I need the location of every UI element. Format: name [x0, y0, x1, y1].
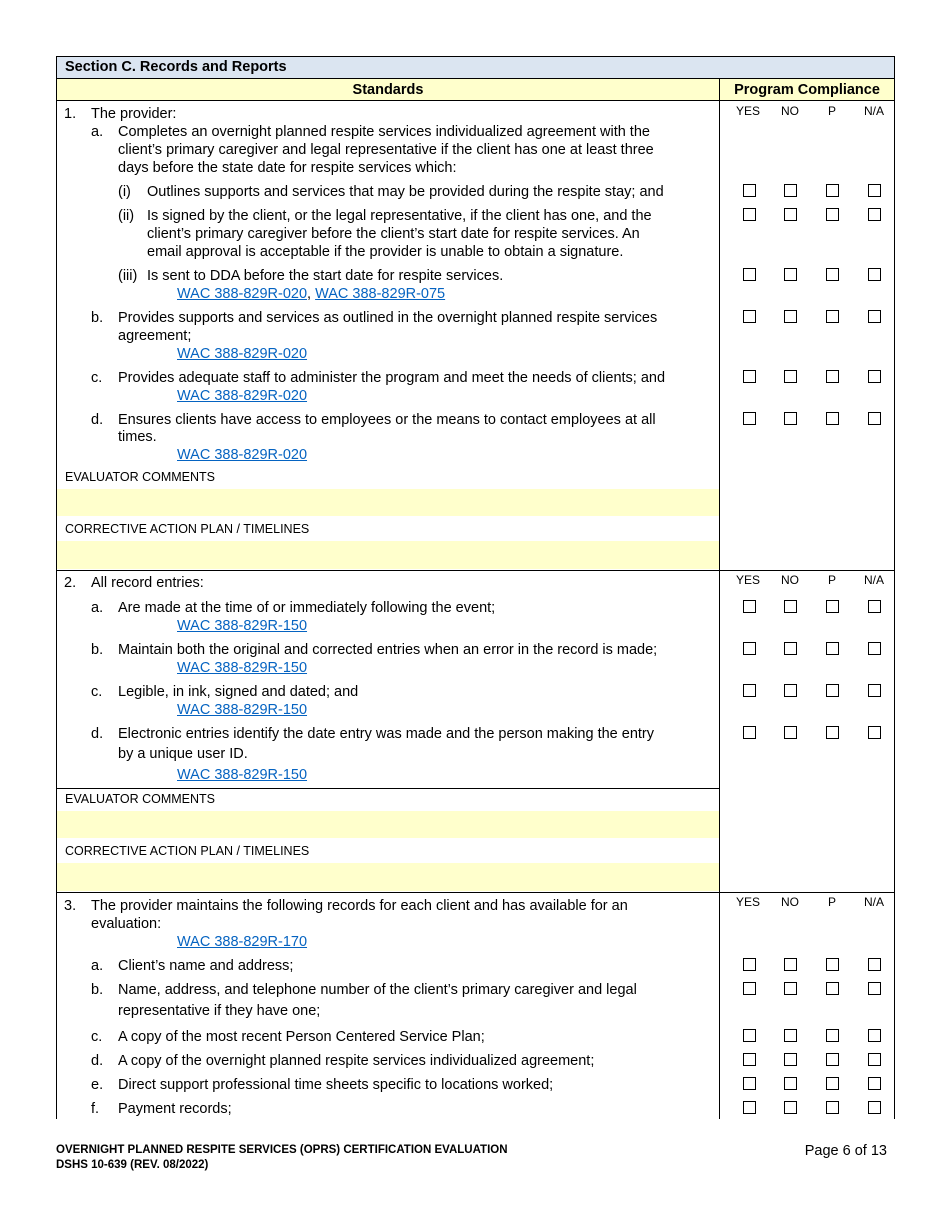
- checkbox-yes[interactable]: [743, 958, 756, 971]
- checkbox-p[interactable]: [826, 1077, 839, 1090]
- item-2d-text-line1: Electronic entries identify the date entry was made and the person making the entry: [118, 726, 654, 742]
- item-1b-label: b.: [91, 310, 104, 326]
- checkbox-yes[interactable]: [743, 370, 756, 383]
- checkbox-no[interactable]: [784, 726, 797, 739]
- checkbox-na[interactable]: [868, 982, 881, 995]
- checkbox-p[interactable]: [826, 310, 839, 323]
- item-1d-text-line2: times.: [118, 429, 157, 445]
- checkbox-p[interactable]: [826, 1029, 839, 1042]
- col-yes-header: YES: [735, 104, 760, 118]
- item-2a-label: a.: [91, 600, 104, 616]
- col-na-header: N/A: [863, 104, 884, 118]
- checkbox-yes[interactable]: [743, 726, 756, 739]
- wac-link[interactable]: WAC 388-829R-150: [177, 660, 308, 676]
- checkbox-na[interactable]: [868, 310, 881, 323]
- item-1a-iii-label: (iii): [118, 268, 138, 284]
- wac-link[interactable]: WAC 388-829R-170: [177, 934, 308, 950]
- wac-link[interactable]: WAC 388-829R-020: [177, 447, 308, 463]
- checkbox-yes[interactable]: [743, 684, 756, 697]
- item-3-text-line2: evaluation:: [91, 916, 162, 932]
- checkbox-na[interactable]: [868, 412, 881, 425]
- checkbox-p[interactable]: [826, 208, 839, 221]
- checkbox-yes[interactable]: [743, 982, 756, 995]
- checkbox-na[interactable]: [868, 1077, 881, 1090]
- corrective-action-field[interactable]: [57, 541, 719, 569]
- footer-title: OVERNIGHT PLANNED RESPITE SERVICES (OPRS) CERTIFICATION EVALUATION: [56, 1144, 508, 1156]
- item-3a-label: a.: [91, 958, 104, 974]
- wac-link[interactable]: WAC 388-829R-150: [177, 702, 308, 718]
- section-title: Section C. Records and Reports: [65, 59, 287, 75]
- checkbox-p[interactable]: [826, 1053, 839, 1066]
- item-2c-text-line1: Legible, in ink, signed and dated; and: [118, 684, 359, 700]
- item-3b-label: b.: [91, 982, 104, 998]
- checkbox-no[interactable]: [784, 1053, 797, 1066]
- checkbox-na[interactable]: [868, 1053, 881, 1066]
- checkbox-no[interactable]: [784, 1077, 797, 1090]
- checkbox-yes[interactable]: [743, 1101, 756, 1114]
- checkbox-na[interactable]: [868, 208, 881, 221]
- checkbox-na[interactable]: [868, 1101, 881, 1114]
- checkbox-p[interactable]: [826, 184, 839, 197]
- evaluator-comments-label: EVALUATOR COMMENTS: [65, 792, 216, 806]
- col-p-header: P: [827, 895, 836, 909]
- item-1a-iii-text: Is sent to DDA before the start date for respite services.: [147, 268, 504, 284]
- checkbox-p[interactable]: [826, 642, 839, 655]
- checkbox-yes[interactable]: [743, 1029, 756, 1042]
- checkbox-no[interactable]: [784, 600, 797, 613]
- item-3e-label: e.: [91, 1077, 104, 1093]
- item-3c-text: A copy of the most recent Person Centered Service Plan;: [118, 1029, 485, 1045]
- item-3f-label: f.: [91, 1101, 100, 1117]
- checkbox-na[interactable]: [868, 600, 881, 613]
- checkbox-no[interactable]: [784, 412, 797, 425]
- checkbox-p[interactable]: [826, 268, 839, 281]
- item-3d-label: d.: [91, 1053, 104, 1069]
- item-3c-label: c.: [91, 1029, 103, 1045]
- corrective-action-label: CORRECTIVE ACTION PLAN / TIMELINES: [65, 844, 310, 858]
- wac-link[interactable]: WAC 388-829R-075: [315, 286, 446, 302]
- item-1a-i-text: Outlines supports and services that may be provided during the respite stay; and: [147, 184, 664, 200]
- col-no-header: NO: [781, 895, 799, 909]
- item-1a-ii-label: (ii): [118, 208, 135, 224]
- item-1a-text-line2: client’s primary caregiver and legal representative if the client has one at least three: [118, 142, 654, 158]
- item-3b-text-line1: Name, address, and telephone number of the client’s primary caregiver and legal: [118, 982, 637, 998]
- evaluator-comments-field[interactable]: [57, 489, 719, 516]
- wac-link[interactable]: WAC 388-829R-150: [177, 618, 308, 634]
- item-2-number: 2.: [64, 575, 77, 591]
- checkbox-no[interactable]: [784, 684, 797, 697]
- checkbox-no[interactable]: [784, 208, 797, 221]
- item-1c-label: c.: [91, 370, 103, 386]
- item-2b-text-line1: Maintain both the original and corrected entries when an error in the record is made;: [118, 642, 658, 658]
- checkbox-p[interactable]: [826, 412, 839, 425]
- compliance-header: Program Compliance: [734, 82, 880, 98]
- evaluator-comments-field[interactable]: [57, 811, 719, 838]
- item-1-number: 1.: [64, 106, 77, 122]
- item-1a-i-label: (i): [118, 184, 131, 200]
- item-1-text: The provider:: [91, 106, 177, 122]
- checkbox-p[interactable]: [826, 370, 839, 383]
- item-1d-label: d.: [91, 412, 104, 428]
- item-1b-text-line1: Provides supports and services as outlined in the overnight planned respite services: [118, 310, 658, 326]
- link-separator: ,: [307, 286, 316, 302]
- corrective-action-label: CORRECTIVE ACTION PLAN / TIMELINES: [65, 522, 310, 536]
- col-p-header: P: [827, 104, 836, 118]
- checkbox-yes[interactable]: [743, 642, 756, 655]
- item-1a-ii-text-line3: email approval is acceptable if the provider is unable to obtain a signature.: [147, 244, 624, 260]
- checkbox-na[interactable]: [868, 370, 881, 383]
- item-1a-links: [177, 285, 445, 303]
- checkbox-na[interactable]: [868, 1029, 881, 1042]
- item-1a-text-line3: days before the state date for respite services which:: [118, 160, 457, 176]
- item-2b-label: b.: [91, 642, 104, 658]
- checkbox-p[interactable]: [826, 958, 839, 971]
- col-yes-header: YES: [735, 895, 760, 909]
- item-2d-text-line2: by a unique user ID.: [118, 746, 248, 762]
- item-3e-text: Direct support professional time sheets specific to locations worked;: [118, 1077, 554, 1093]
- checkbox-p[interactable]: [826, 982, 839, 995]
- item-1a-ii-text-line2: client’s primary caregiver before the client’s start date for respite services. An: [147, 226, 640, 242]
- checkbox-p[interactable]: [826, 684, 839, 697]
- col-no-header: NO: [781, 104, 799, 118]
- checkbox-yes[interactable]: [743, 268, 756, 281]
- checkbox-no[interactable]: [784, 958, 797, 971]
- checkbox-na[interactable]: [868, 726, 881, 739]
- checkbox-yes[interactable]: [743, 600, 756, 613]
- checkbox-no[interactable]: [784, 642, 797, 655]
- item-3-number: 3.: [64, 898, 77, 914]
- evaluator-comments-label: EVALUATOR COMMENTS: [65, 470, 216, 484]
- item-2d-label: d.: [91, 726, 104, 742]
- checkbox-no[interactable]: [784, 268, 797, 281]
- item-3a-text: Client’s name and address;: [118, 958, 294, 974]
- item-1c-text-line1: Provides adequate staff to administer the program and meet the needs of clients; and: [118, 370, 666, 386]
- checkbox-yes[interactable]: [743, 1053, 756, 1066]
- checkbox-na[interactable]: [868, 684, 881, 697]
- checkbox-no[interactable]: [784, 184, 797, 197]
- item-1a-ii-text-line1: Is signed by the client, or the legal representative, if the client has one, and the: [147, 208, 652, 224]
- item-2c-label: c.: [91, 684, 103, 700]
- checkbox-na[interactable]: [868, 958, 881, 971]
- item-3b-text-line2: representative if they have one;: [118, 1003, 321, 1019]
- item-1b-text-line2: agreement;: [118, 328, 192, 344]
- checkbox-na[interactable]: [868, 268, 881, 281]
- item-3-text-line1: The provider maintains the following records for each client and has available for an: [91, 898, 628, 914]
- checkbox-na[interactable]: [868, 642, 881, 655]
- checkbox-p[interactable]: [826, 600, 839, 613]
- checkbox-no[interactable]: [784, 982, 797, 995]
- item-2-text: All record entries:: [91, 575, 204, 591]
- checkbox-yes[interactable]: [743, 208, 756, 221]
- item-1a-label: a.: [91, 124, 104, 140]
- checkbox-no[interactable]: [784, 310, 797, 323]
- col-no-header: NO: [781, 573, 799, 587]
- wac-link[interactable]: WAC 388-829R-150: [177, 767, 308, 783]
- corrective-action-field[interactable]: [57, 863, 719, 891]
- col-na-header: N/A: [863, 573, 884, 587]
- item-3d-text: A copy of the overnight planned respite services individualized agreement;: [118, 1053, 595, 1069]
- checkbox-p[interactable]: [826, 726, 839, 739]
- checkbox-yes[interactable]: [743, 184, 756, 197]
- checkbox-na[interactable]: [868, 184, 881, 197]
- checkbox-yes[interactable]: [743, 1077, 756, 1090]
- checkbox-p[interactable]: [826, 1101, 839, 1114]
- col-na-header: N/A: [863, 895, 884, 909]
- wac-link[interactable]: WAC 388-829R-020: [177, 286, 308, 302]
- wac-link[interactable]: WAC 388-829R-020: [177, 346, 308, 362]
- checkbox-yes[interactable]: [743, 412, 756, 425]
- col-yes-header: YES: [735, 573, 760, 587]
- wac-link[interactable]: WAC 388-829R-020: [177, 388, 308, 404]
- standards-header: Standards: [352, 82, 424, 98]
- footer-form-number: DSHS 10-639 (REV. 08/2022): [56, 1159, 209, 1171]
- checkbox-no[interactable]: [784, 1101, 797, 1114]
- checkbox-yes[interactable]: [743, 310, 756, 323]
- checkbox-no[interactable]: [784, 1029, 797, 1042]
- item-2a-text-line1: Are made at the time of or immediately following the event;: [118, 600, 496, 616]
- checkbox-no[interactable]: [784, 370, 797, 383]
- item-1a-text-line1: Completes an overnight planned respite services individualized agreement with the: [118, 124, 650, 140]
- item-1d-text-line1: Ensures clients have access to employees or the means to contact employees at all: [118, 412, 656, 428]
- col-p-header: P: [827, 573, 836, 587]
- page-number: Page 6 of 13: [804, 1143, 887, 1159]
- item-3f-text: Payment records;: [118, 1101, 232, 1117]
